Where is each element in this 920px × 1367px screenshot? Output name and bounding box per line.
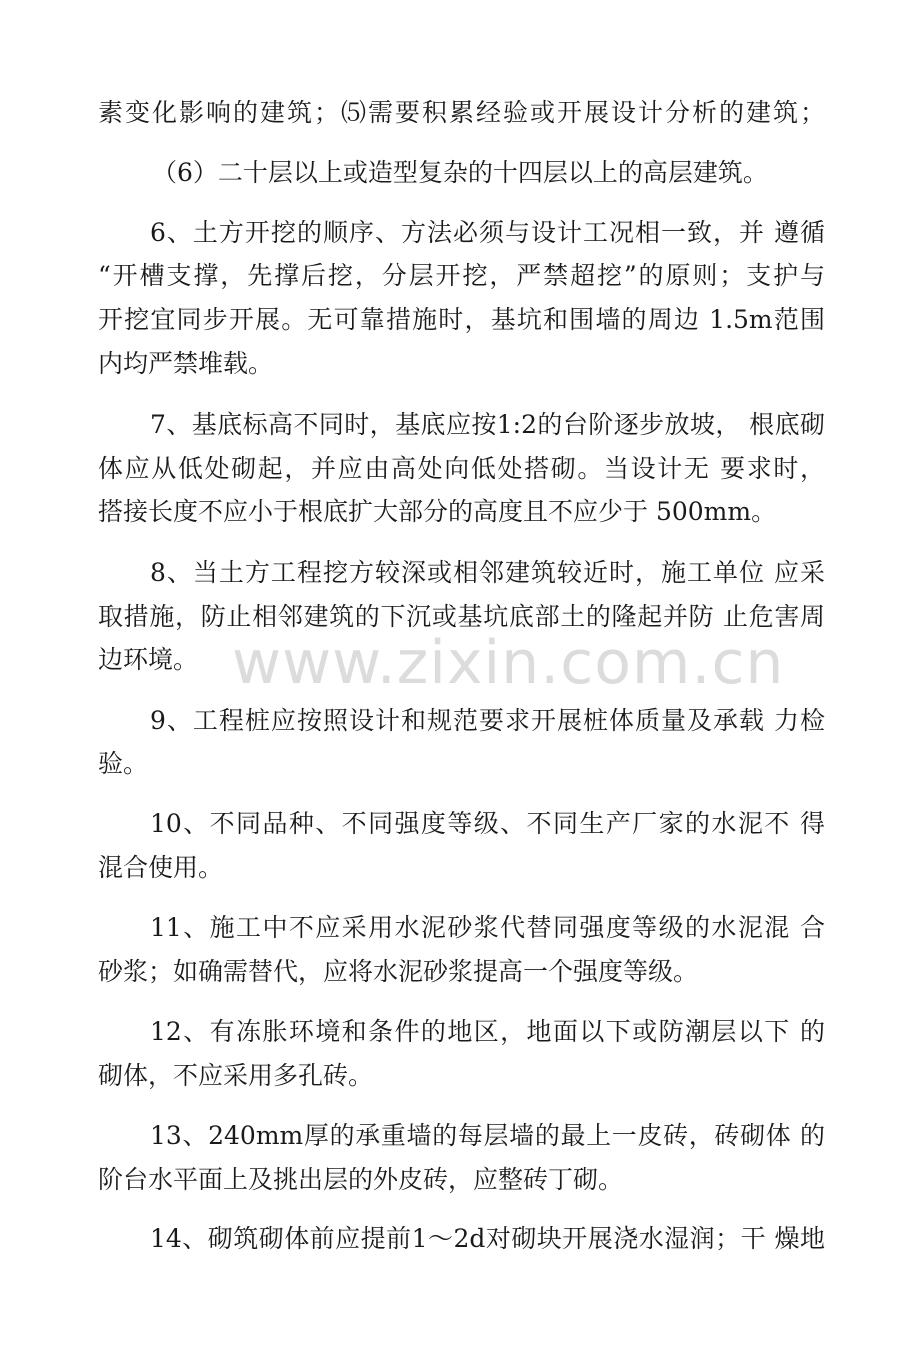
text-line: 6、土方开挖的顺序、方法必须与设计工况相一致，并 遵循 [150, 218, 825, 247]
text-line: （6）二十层以上或造型复杂的十四层以上的高层建筑。 [152, 158, 768, 187]
text-line: 验。 [98, 749, 149, 778]
text-line: 10、不同品种、不同强度等级、不同生产厂家的水泥不 得 [150, 809, 825, 838]
text-line: 阶台水平面上及挑出层的外皮砖，应整砖丁砌。 [98, 1165, 624, 1194]
text-line: 内均严禁堆载。 [98, 349, 274, 378]
text-line: 开挖宜同步开展。无可靠措施时，基坑和围墙的周边 1.5m范围 [98, 305, 825, 334]
text-line: 搭接长度不应小于根底扩大部分的高度且不应少于 500mm。 [98, 497, 777, 526]
text-line: “开槽支撑，先撑后挖，分层开挖，严禁超挖”的原则；支护与 [98, 261, 825, 290]
text-line: 边环境。 [98, 645, 199, 674]
text-line: 砌体，不应采用多孔砖。 [98, 1061, 374, 1090]
text-line: 7、基底标高不同时，基底应按1:2的台阶逐步放坡， 根底砌 [150, 410, 825, 439]
text-line: 12、有冻胀环境和条件的地区，地面以下或防潮层以下 的 [150, 1017, 825, 1046]
text-line: 9、工程桩应按照设计和规范要求开展桩体质量及承载 力检 [150, 706, 825, 735]
text-line: 体应从低处砌起，并应由高处向低处搭砌。当设计无 要求时， [98, 454, 825, 483]
text-line: 取措施，防止相邻建筑的下沉或基坑底部土的隆起并防 止危害周 [98, 602, 825, 631]
text-line: 混合使用。 [98, 853, 224, 882]
text-line: 砂浆；如确需替代，应将水泥砂浆提高一个强度等级。 [98, 957, 699, 986]
text-line: 素变化影响的建筑；⑸需要积累经验或开展设计分析的建筑； [98, 98, 825, 127]
text-line: 8、当土方工程挖方较深或相邻建筑较近时，施工单位 应采 [150, 558, 825, 587]
text-line: 14、砌筑砌体前应提前1〜2d对砌块开展浇水湿润；干 燥地 [150, 1224, 825, 1253]
text-line: 11、施工中不应采用水泥砂浆代替同强度等级的水泥混 合 [150, 913, 825, 942]
text-line: 13、240mm厚的承重墙的每层墙的最上一皮砖，砖砌体 的 [150, 1121, 825, 1150]
watermark: www.zixin.com.cn [232, 628, 785, 698]
